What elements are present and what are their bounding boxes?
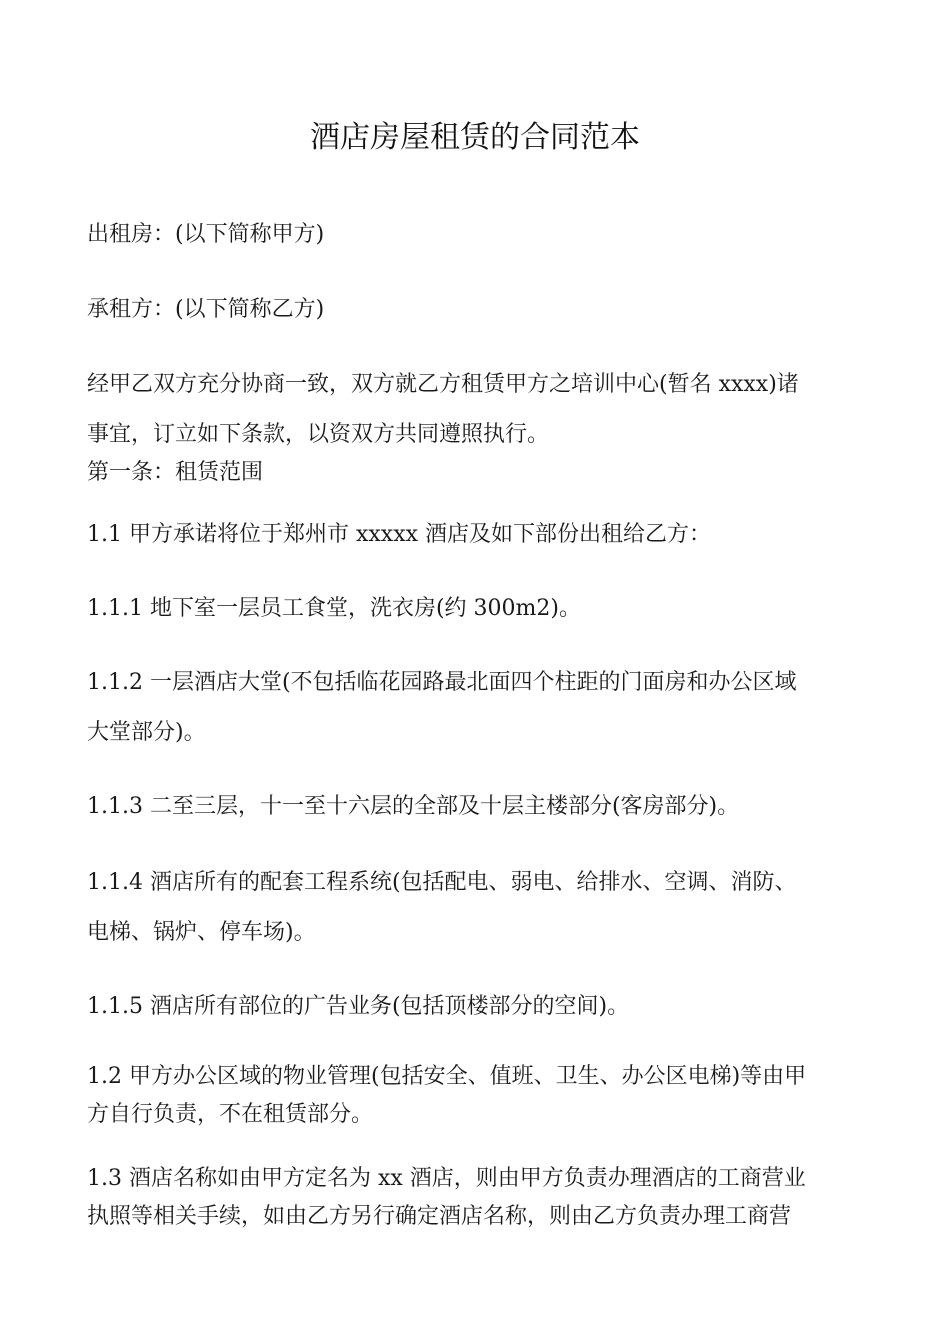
- clause-1-1-4: [87, 858, 865, 958]
- paragraph-line: 1.1.4 酒店所有的配套工程系统(包括配电、弱电、给排水、空调、消防、: [87, 870, 797, 895]
- paragraph-line: 1.1.5 酒店所有部位的广告业务(包括顶楼部分的空间)。: [87, 994, 630, 1019]
- paragraph-line: 1.1.1 地下室一层员工食堂，洗衣房(约 300m2)。: [87, 596, 581, 621]
- clause-1-3: [87, 1160, 865, 1236]
- paragraph-line: 第一条：租赁范围: [87, 460, 264, 485]
- paragraph-line: 承租方：(以下简称乙方): [87, 297, 325, 322]
- paragraph-line: 方自行负责，不在租赁部分。: [87, 1102, 374, 1127]
- paragraph-line: 大堂部分)。: [87, 720, 206, 745]
- paragraph-line: 1.3 酒店名称如由甲方定名为 xx 酒店，则由甲方负责办理酒店的工商营业: [87, 1166, 806, 1191]
- clause-1-1: [87, 510, 865, 560]
- paragraph-line: 1.1 甲方承诺将位于郑州市 xxxxx 酒店及如下部份出租给乙方：: [87, 522, 712, 547]
- paragraph-lessee: [87, 285, 865, 335]
- paragraph-line: 1.2 甲方办公区域的物业管理(包括安全、值班、卫生、办公区电梯)等由甲: [87, 1064, 807, 1089]
- paragraph-line: 执照等相关手续，如由乙方另行确定酒店名称，则由乙方负责办理工商营: [87, 1204, 792, 1229]
- clause-1-1-2: [87, 658, 865, 758]
- paragraph-line: 1.1.3 二至三层，十一至十六层的全部及十层主楼部分(客房部分)。: [87, 794, 740, 819]
- paragraph-line: 电梯、锅炉、停车场)。: [87, 920, 316, 945]
- document-title: 酒店房屋租赁的合同范本: [310, 120, 640, 155]
- article-1-heading: [87, 448, 865, 498]
- clause-1-1-1: [87, 584, 865, 634]
- paragraph-preamble: [87, 360, 865, 460]
- clause-1-1-3: [87, 782, 865, 832]
- paragraph-lessor: [87, 210, 865, 260]
- paragraph-line: 经甲乙双方充分协商一致，双方就乙方租赁甲方之培训中心(暂名 xxxx)诸: [87, 372, 799, 397]
- paragraph-line: 1.1.2 一层酒店大堂(不包括临花园路最北面四个柱距的门面房和办公区域: [87, 670, 797, 695]
- clause-1-2: [87, 1058, 865, 1134]
- paragraph-line: 出租房：(以下简称甲方): [87, 222, 325, 247]
- paragraph-line: 事宜，订立如下条款，以资双方共同遵照执行。: [87, 422, 550, 447]
- clause-1-1-5: [87, 982, 865, 1032]
